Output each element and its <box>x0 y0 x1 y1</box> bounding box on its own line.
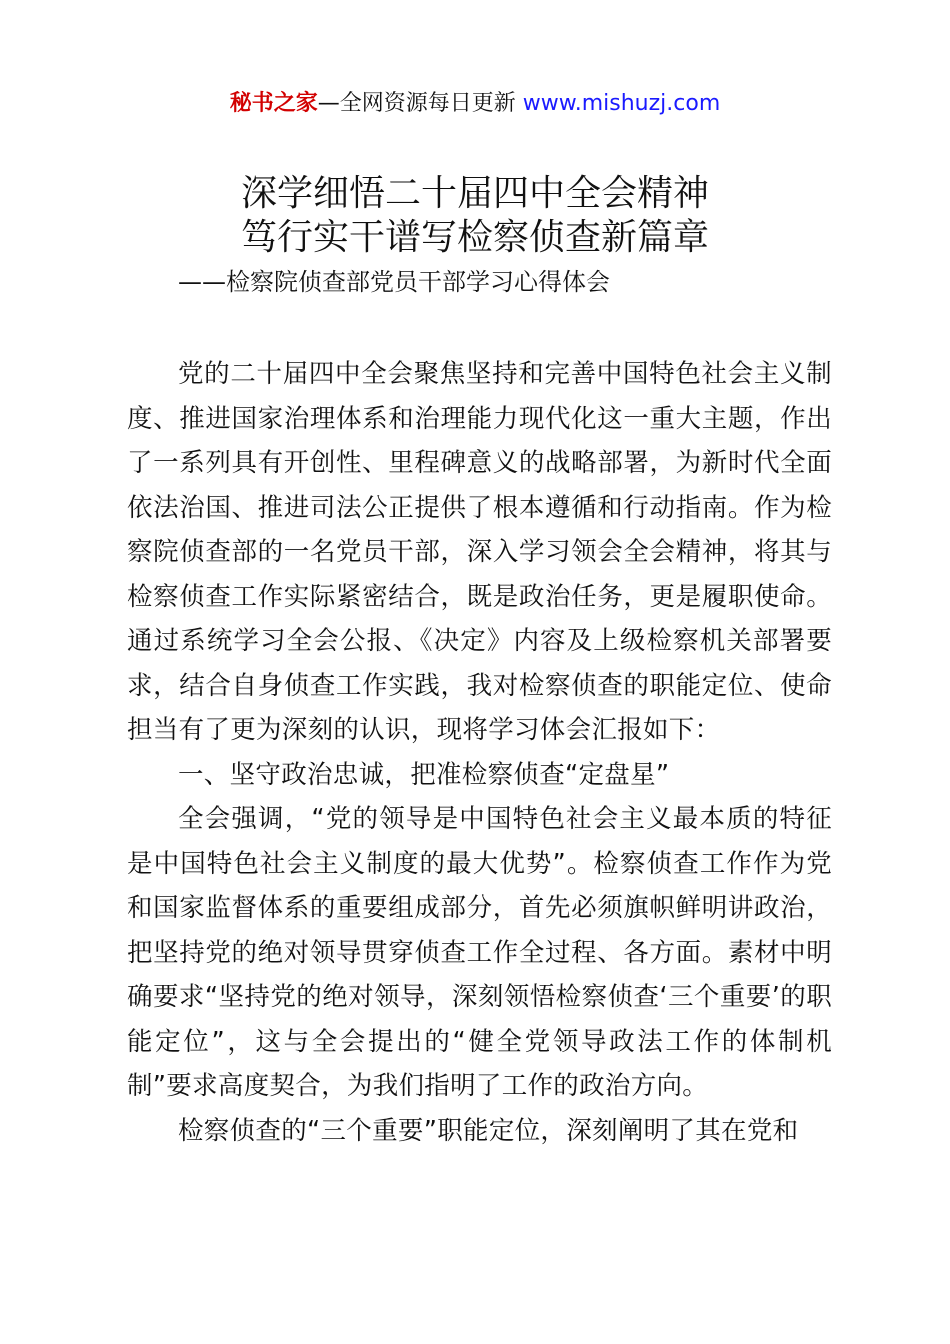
body-paragraph: 全会强调，“党的领导是中国特色社会主义最本质的特征是中国特色社会主义制度的最大优势”。检察侦查工作作为党和国家监督体系的重要组成部分，首先必须旗帜鲜明讲政治，把坚持党的绝对领导贯穿侦查工作全过程、各方面。素材中明确要求“坚持党的绝对领导，深刻领悟检察侦查‘三个重要’的职能定位”，这与全会提出的“健全党领导政法工作的体制机制”要求高度契合，为我们指明了工作的政治方向。 <box>127 804 832 1101</box>
site-url-link[interactable]: www.mishuzj.com <box>522 91 721 116</box>
document-subtitle: ——检察院侦查部党员干部学习心得体会 <box>178 268 610 296</box>
body-paragraph-intro: 党的二十届四中全会聚焦坚持和完善中国特色社会主义制度、推进国家治理体系和治理能力现代化这一重大主题，作出了一系列具有开创性、里程碑意义的战略部署，为新时代全面依法治国、推进司法公正提供了根本遵循和行动指南。作为检察院侦查部的一名党员干部，深入学习领会全会精神，将其与检察侦查工作实际紧密结合，既是政治任务，更是履职使命。通过系统学习全会公报、《决定》内容及上级检察机关部署要求，结合自身侦查工作实践，我对检察侦查的职能定位、使命担当有了更为深刻的认识，现将学习体会汇报如下： <box>127 359 832 745</box>
document-title-line-2: 笃行实干谱写检察侦查新篇章 <box>240 217 709 258</box>
section-heading-1: 一、坚守政治忠诚，把准检察侦查“定盘星” <box>178 759 670 790</box>
document-body <box>127 352 832 1153</box>
site-tagline: —全网资源每日更新 <box>317 91 523 116</box>
document-title-line-1: 深学细悟二十届四中全会精神 <box>240 173 709 214</box>
site-header <box>0 88 950 120</box>
body-paragraph: 检察侦查的“三个重要”职能定位，深刻阐明了其在党和 <box>178 1115 799 1146</box>
site-brand: 秘书之家 <box>229 91 318 116</box>
